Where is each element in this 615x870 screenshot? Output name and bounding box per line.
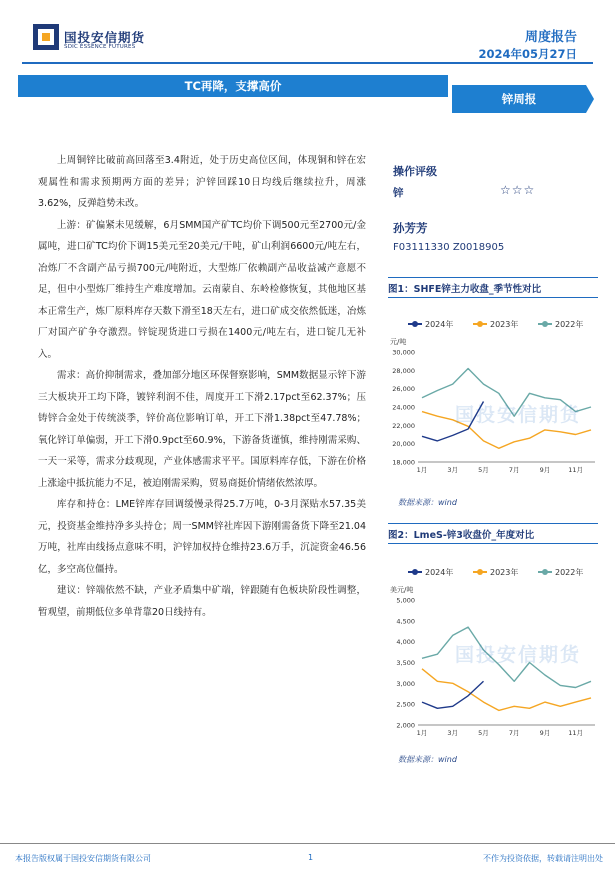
report-body [38,150,366,623]
y-tick-label: 24,000 [392,403,415,412]
x-tick-label: 7月 [508,729,520,737]
x-tick-label: 7月 [508,466,520,474]
analyst-name: 孙芳芳 [393,221,428,235]
legend-label: 2023年 [490,568,519,577]
legend-marker-2022年 [542,569,548,575]
rating-item: 锌 [393,187,404,199]
legend-label: 2024年 [425,568,454,577]
report-tag: 锌周报 [452,85,586,113]
footer-divider [0,843,615,844]
y-tick-label: 2,500 [396,700,415,709]
header-divider [22,62,593,64]
paragraph-advice: 建议：锌端依然不缺，产业矛盾集中矿端，锌跟随有色板块阶段性调整，暂观望，前期低位多单背靠20日线持有。 [38,585,366,618]
rating-label: 操作评级 [393,165,437,178]
figure-1-source: 数据来源：wind [398,498,457,507]
y-tick-label: 20,000 [392,440,415,449]
series-line-2023年 [422,669,591,711]
report-title: TC再降，支撑高价 [18,75,448,97]
rating-stars: ☆☆☆ [500,183,536,197]
company-logo-icon [33,24,59,50]
y-tick-label: 26,000 [392,385,415,394]
x-tick-label: 5月 [478,466,489,474]
watermark: 国投安信期货 [455,404,582,426]
watermark: 国投安信期货 [455,644,582,666]
figure-1-chart [388,312,603,482]
x-tick-label: 3月 [447,466,459,474]
report-tag-arrow [586,85,594,113]
figure-2-source: 数据来源：wind [398,755,457,764]
x-tick-label: 11月 [568,729,584,737]
paragraph-demand: 需求：高价抑制需求，叠加部分地区环保督察影响，SMM数据显示锌下游三大板块开工均下降，镀锌利润不佳，周度开工下滑2.17pct至62.37%；压铸锌合金处于传统淡季，锌价高位影响订单，开工下滑1.38pct至47.78%；氧化锌订单偏弱，开工下滑0.9pct至60.9%，下游备货谨慎，维持刚需采购、一天一采等，需求分歧观现，产业体感需求平平。国原料库存低，下游在价格上涨途中抵抗能力不足，被迫刚需采购，贸易商挺价情绪依然浓厚。 [38,370,366,489]
x-tick-label: 9月 [539,466,551,474]
y-tick-label: 18,000 [392,458,415,467]
disclaimer: 不作为投资依据，转载请注明出处 [483,854,603,863]
figure-1-title: 图1：SHFE锌主力收盘_季节性对比 [388,284,542,295]
legend-label: 2022年 [555,568,584,577]
y-axis-unit: 元/吨 [390,338,407,346]
y-tick-label: 5,000 [396,596,415,605]
x-tick-label: 9月 [539,729,551,737]
legend-marker-2023年 [477,569,483,575]
x-tick-label: 11月 [568,466,584,474]
y-tick-label: 30,000 [392,348,415,357]
x-tick-label: 1月 [416,466,428,474]
legend-marker-2024年 [412,569,418,575]
report-date: 2024年05月27日 [478,47,577,61]
y-tick-label: 4,500 [396,617,415,626]
x-tick-label: 5月 [478,729,489,737]
y-axis-unit: 美元/吨 [390,586,414,594]
analyst-license: F03111330 Z0018905 [393,242,505,253]
y-tick-label: 3,000 [396,679,415,688]
legend-label: 2024年 [425,320,454,329]
legend-marker-2024年 [412,321,418,327]
paragraph-inventory: 库存和持仓：LME锌库存回调缓慢录得25.7万吨，0-3月深贴水57.35美元，投资基金维持净多头持仓；周一SMM锌社库因下游刚需备货下降至21.04万吨，社库由线扬点意味不明，沪锌加权持仓维持23.6万手，沉淀资金46.56亿，多空高位僵持。 [38,499,366,575]
legend-label: 2022年 [555,320,584,329]
y-tick-label: 2,000 [396,721,415,730]
y-tick-label: 22,000 [392,421,415,430]
legend-marker-2023年 [477,321,483,327]
company-name: 国投安信期货 [64,30,146,45]
x-tick-label: 3月 [447,729,459,737]
legend-label: 2023年 [490,320,519,329]
figure-2-top-rule [388,523,598,524]
y-tick-label: 4,000 [396,638,415,647]
figure-1-top-rule [388,277,598,278]
y-tick-label: 3,500 [396,659,415,667]
figure-1-title-rule [388,297,598,298]
page-number: 1 [308,853,314,862]
y-tick-label: 28,000 [392,366,415,375]
paragraph-summary: 上周铜锌比破前高回落至3.4附近，处于历史高位区间，体现铜和锌在宏观属性和需求预期两方面的差异；沪锌回踩10日均线后继续拉升，周涨3.62%，反弹趋势未改。 [38,155,366,209]
report-type: 周度报告 [524,30,577,45]
company-name-en: SDIC ESSENCE FUTURES [64,44,136,50]
paragraph-upstream: 上游：矿偏紧未见缓解，6月SMM国产矿TC均价下调500元至2700元/金属吨，进口矿TC均价下调15美元至20美元/干吨，矿山利润6600元/吨左右，冶炼厂不含副产品亏损700元/吨附近，大型炼厂依赖副产品收益减产意愿不足，但中小型炼厂维持生产难度增加。云南蒙自、东岭检修恢复，其他地区基本正常生产，炼厂原料库存天数下滑至18天左右，进口矿成交依然低迷，冶炼厂对国产矿争夺激烈。锌锭现货进口亏损在1400元/吨左右，进口锭几无补入。 [38,219,366,360]
legend-marker-2022年 [542,321,548,327]
series-line-2024年 [422,681,484,708]
x-tick-label: 1月 [416,729,428,737]
figure-2-title: 图2：LmeS-锌3收盘价_年度对比 [388,530,535,541]
figure-2-title-rule [388,543,598,544]
copyright-notice: 本报告版权属于国投安信期货有限公司 [15,854,151,863]
